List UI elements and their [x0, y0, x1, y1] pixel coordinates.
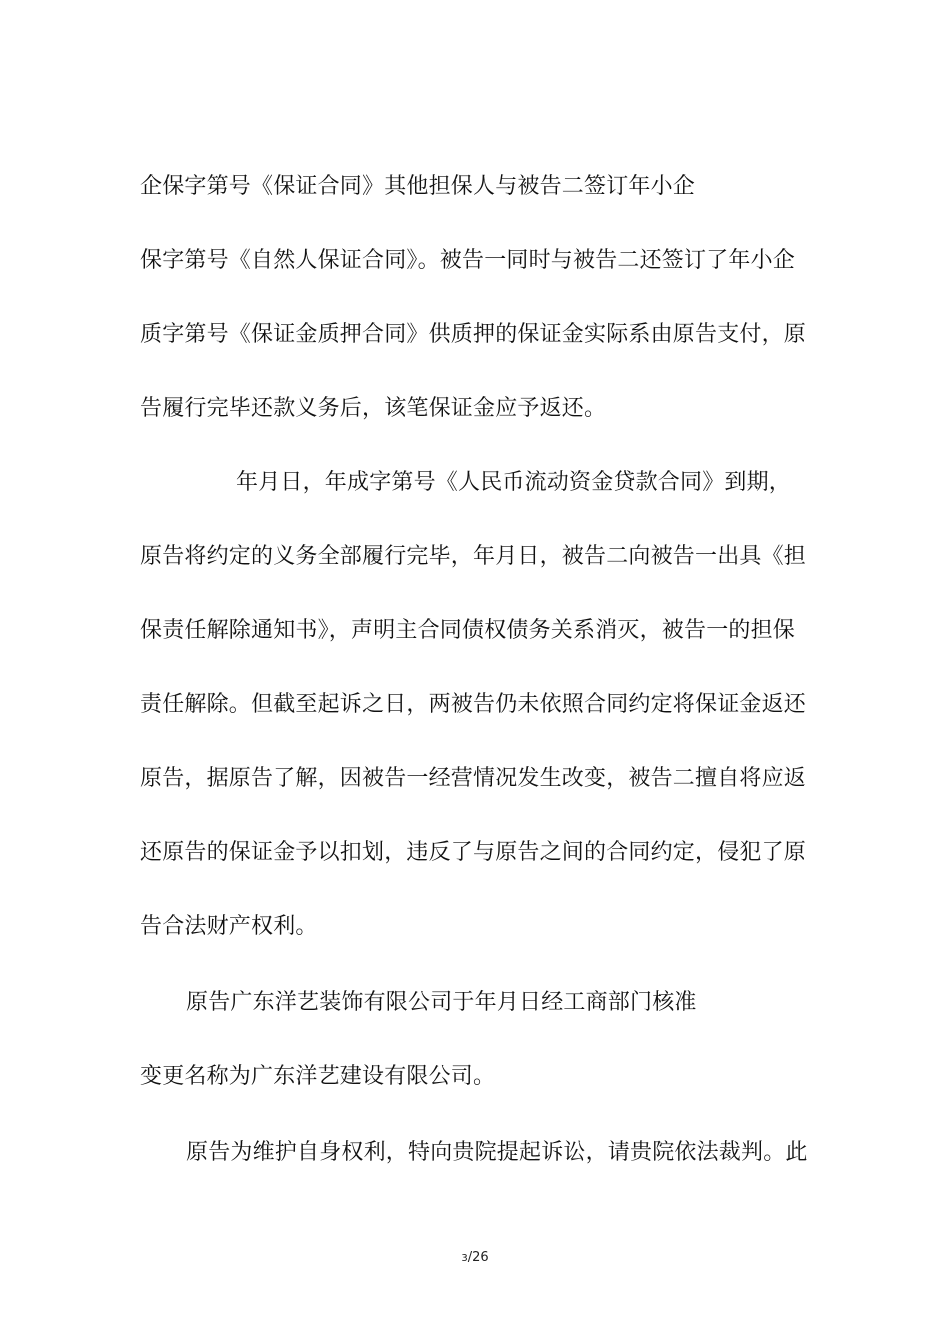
text-line-3: 质字第号《保证金质押合同》供质押的保证金实际系由原告支付，原 [140, 322, 807, 347]
text-line-14: 原告为维护自身权利，特向贵院提起诉讼，请贵院依法裁判。此 [186, 1140, 808, 1165]
text-line-10: 还原告的保证金予以扣划，违反了与原告之间的合同约定，侵犯了原 [140, 840, 807, 865]
total-pages: /26 [467, 1250, 489, 1265]
text-line-11: 告合法财产权利。 [140, 914, 318, 939]
text-line-9: 原告，据原告了解，因被告一经营情况发生改变，被告二擅自将应返 [140, 766, 807, 791]
current-page-number: 3 [461, 1253, 468, 1264]
page-number [0, 1250, 950, 1265]
text-line-2: 保字第号《自然人保证合同》。被告一同时与被告二还签订了年小企 [140, 248, 796, 273]
text-line-6: 原告将约定的义务全部履行完毕，年月日，被告二向被告一出具《担 [140, 544, 807, 569]
text-line-8: 责任解除。但截至起诉之日，两被告仍未依照合同约定将保证金返还 [140, 692, 807, 717]
text-line-4: 告履行完毕还款义务后，该笔保证金应予返还。 [140, 396, 607, 421]
text-line-12: 原告广东洋艺装饰有限公司于年月日经工商部门核准 [186, 990, 697, 1015]
text-line-5: 年月日，年成字第号《人民币流动资金贷款合同》到期， [236, 470, 792, 495]
text-line-7: 保责任解除通知书》，声明主合同债权债务关系消灭，被告一的担保 [140, 618, 796, 643]
text-line-1: 企保字第号《保证合同》其他担保人与被告二签订年小企 [140, 174, 696, 199]
text-line-13: 变更名称为广东洋艺建设有限公司。 [140, 1064, 496, 1089]
